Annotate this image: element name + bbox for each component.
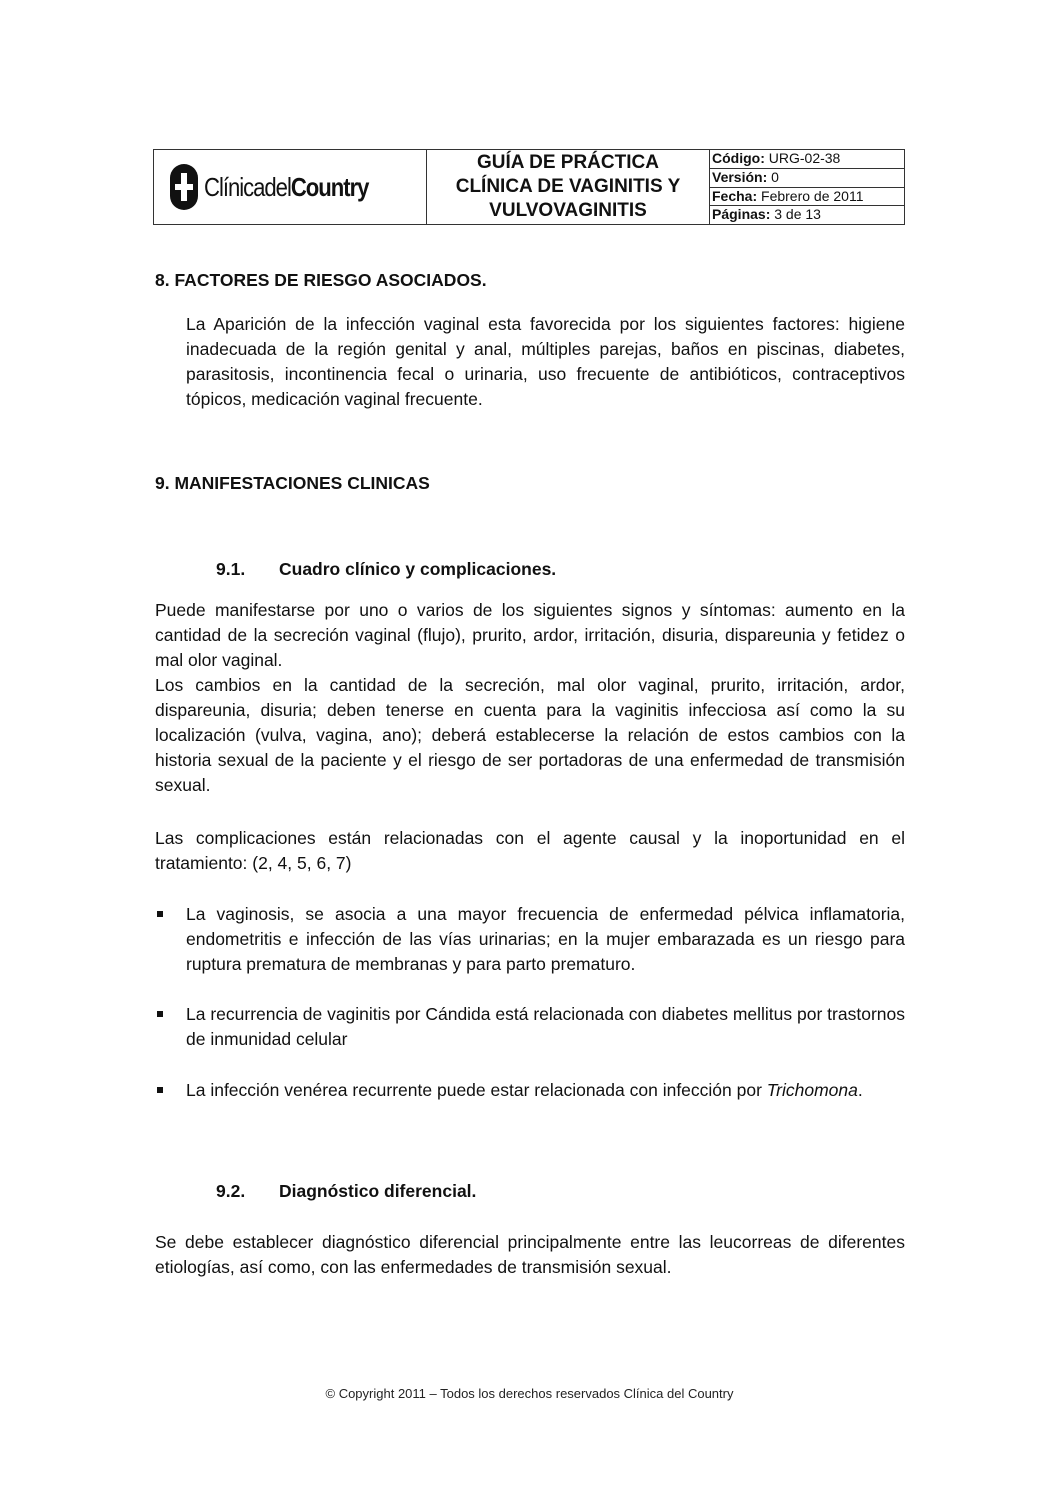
paragraph-complications: Las complicaciones están relacionadas con el agente causal y la inoportunidad en el tratamiento: (2, 4, 5, 6, 7) xyxy=(155,828,905,873)
meta-label: Fecha: xyxy=(712,187,758,204)
meta-label: Páginas: xyxy=(712,206,771,223)
meta-value: 0 xyxy=(767,168,779,185)
section-9-2-heading: Diagnóstico diferencial. xyxy=(279,1181,477,1201)
document-header xyxy=(153,149,905,225)
paragraph-changes-text: Los cambios en la cantidad de la secreción, mal olor vaginal, prurito, irritación, ardor, dispareunia, disuria; deben tenerse en cuenta para la vaginitis infecciosa así como la su localización (vulva, vagina, ano); deberá establecerse la relación de estos cambios con la historia sexual de la paciente y el riesgo de ser portadoras de una enfermedad de transmisión sexual. xyxy=(155,675,905,795)
section-9-heading: 9. MANIFESTACIONES CLINICAS xyxy=(155,473,430,493)
section-8-paragraph: La Aparición de la infección vaginal esta favorecida por los siguientes factores: higiene inadecuada de la región genital y anal, múltiples parejas, baños en piscinas, diabetes, parasitosis, incontinencia fecal o urinaria, uso frecuente de antibióticos, contraceptivos tópicos, medicación vaginal frecuente. xyxy=(186,314,905,409)
list-item-text: La recurrencia de vaginitis por Cándida está relacionada con diabetes mellitus por trastornos de inmunidad celular xyxy=(186,1004,905,1049)
meta-value: Febrero de 2011 xyxy=(757,187,864,204)
meta-label: Versión: xyxy=(712,168,768,185)
meta-version xyxy=(710,169,904,188)
section-9-2-number: 9.2. xyxy=(216,1181,246,1201)
copyright-footer: © Copyright 2011 – Todos los derechos reservados Clínica del Country xyxy=(325,1386,734,1401)
list-item xyxy=(155,1078,905,1103)
list-item xyxy=(155,1002,905,1052)
document-title xyxy=(427,150,710,224)
list-item-text: La vaginosis, se asocia a una mayor frecuencia de enfermedad pélvica inflamatoria, endometritis e infección de las vías urinarias; en la mujer embarazada es un riesgo para ruptura prematura de membranas y para parto prematuro. xyxy=(186,904,905,974)
logo-word-clinica: Clínica xyxy=(204,171,265,202)
meta-label: Código: xyxy=(712,150,765,166)
clinic-logo xyxy=(154,150,427,224)
list-item xyxy=(155,902,905,977)
section-9-1-heading: Cuadro clínico y complicaciones. xyxy=(279,559,557,579)
bullet-square-icon xyxy=(157,1087,163,1093)
meta-fecha xyxy=(710,188,904,207)
section-9-2-paragraph: Se debe establecer diagnóstico diferencial principalmente entre las leucorreas de diferentes etiologías, así como, con las enfermedades de transmisión sexual. xyxy=(155,1232,905,1277)
meta-paginas xyxy=(710,206,904,224)
section-9-1-number: 9.1. xyxy=(216,559,246,579)
paragraph-signs xyxy=(155,598,905,798)
title-line: VULVOVAGINITIS xyxy=(489,200,647,221)
document-metadata xyxy=(710,150,904,224)
section-8-heading: 8. FACTORES DE RIESGO ASOCIADOS. xyxy=(155,270,487,290)
title-line: CLÍNICA DE VAGINITIS Y xyxy=(455,176,681,197)
bullet-square-icon xyxy=(157,1011,163,1017)
bullet-square-icon xyxy=(157,911,163,917)
list-item-italic: Trichomona xyxy=(766,1080,858,1100)
paragraph-signs-text: Puede manifestarse por uno o varios de los siguientes signos y síntomas: aumento en la cantidad de la secreción vaginal (flujo), prurito, ardor, irritación, disuria, dispareunia y fetidez o mal olor vaginal. xyxy=(155,600,905,670)
cross-logo-icon xyxy=(170,164,198,210)
logo-text xyxy=(204,172,368,203)
list-item-end: . xyxy=(857,1080,863,1100)
logo-word-country: Country xyxy=(290,171,369,202)
list-item-text-main: La infección venérea recurrente puede estar relacionada con infección por xyxy=(186,1080,767,1100)
meta-codigo xyxy=(710,150,904,169)
title-line: GUÍA DE PRÁCTICA xyxy=(477,152,659,173)
meta-value: URG-02-38 xyxy=(764,150,841,166)
logo-word-del: del xyxy=(264,171,291,202)
list-item-text xyxy=(186,1078,905,1103)
meta-value: 3 de 13 xyxy=(770,206,821,223)
